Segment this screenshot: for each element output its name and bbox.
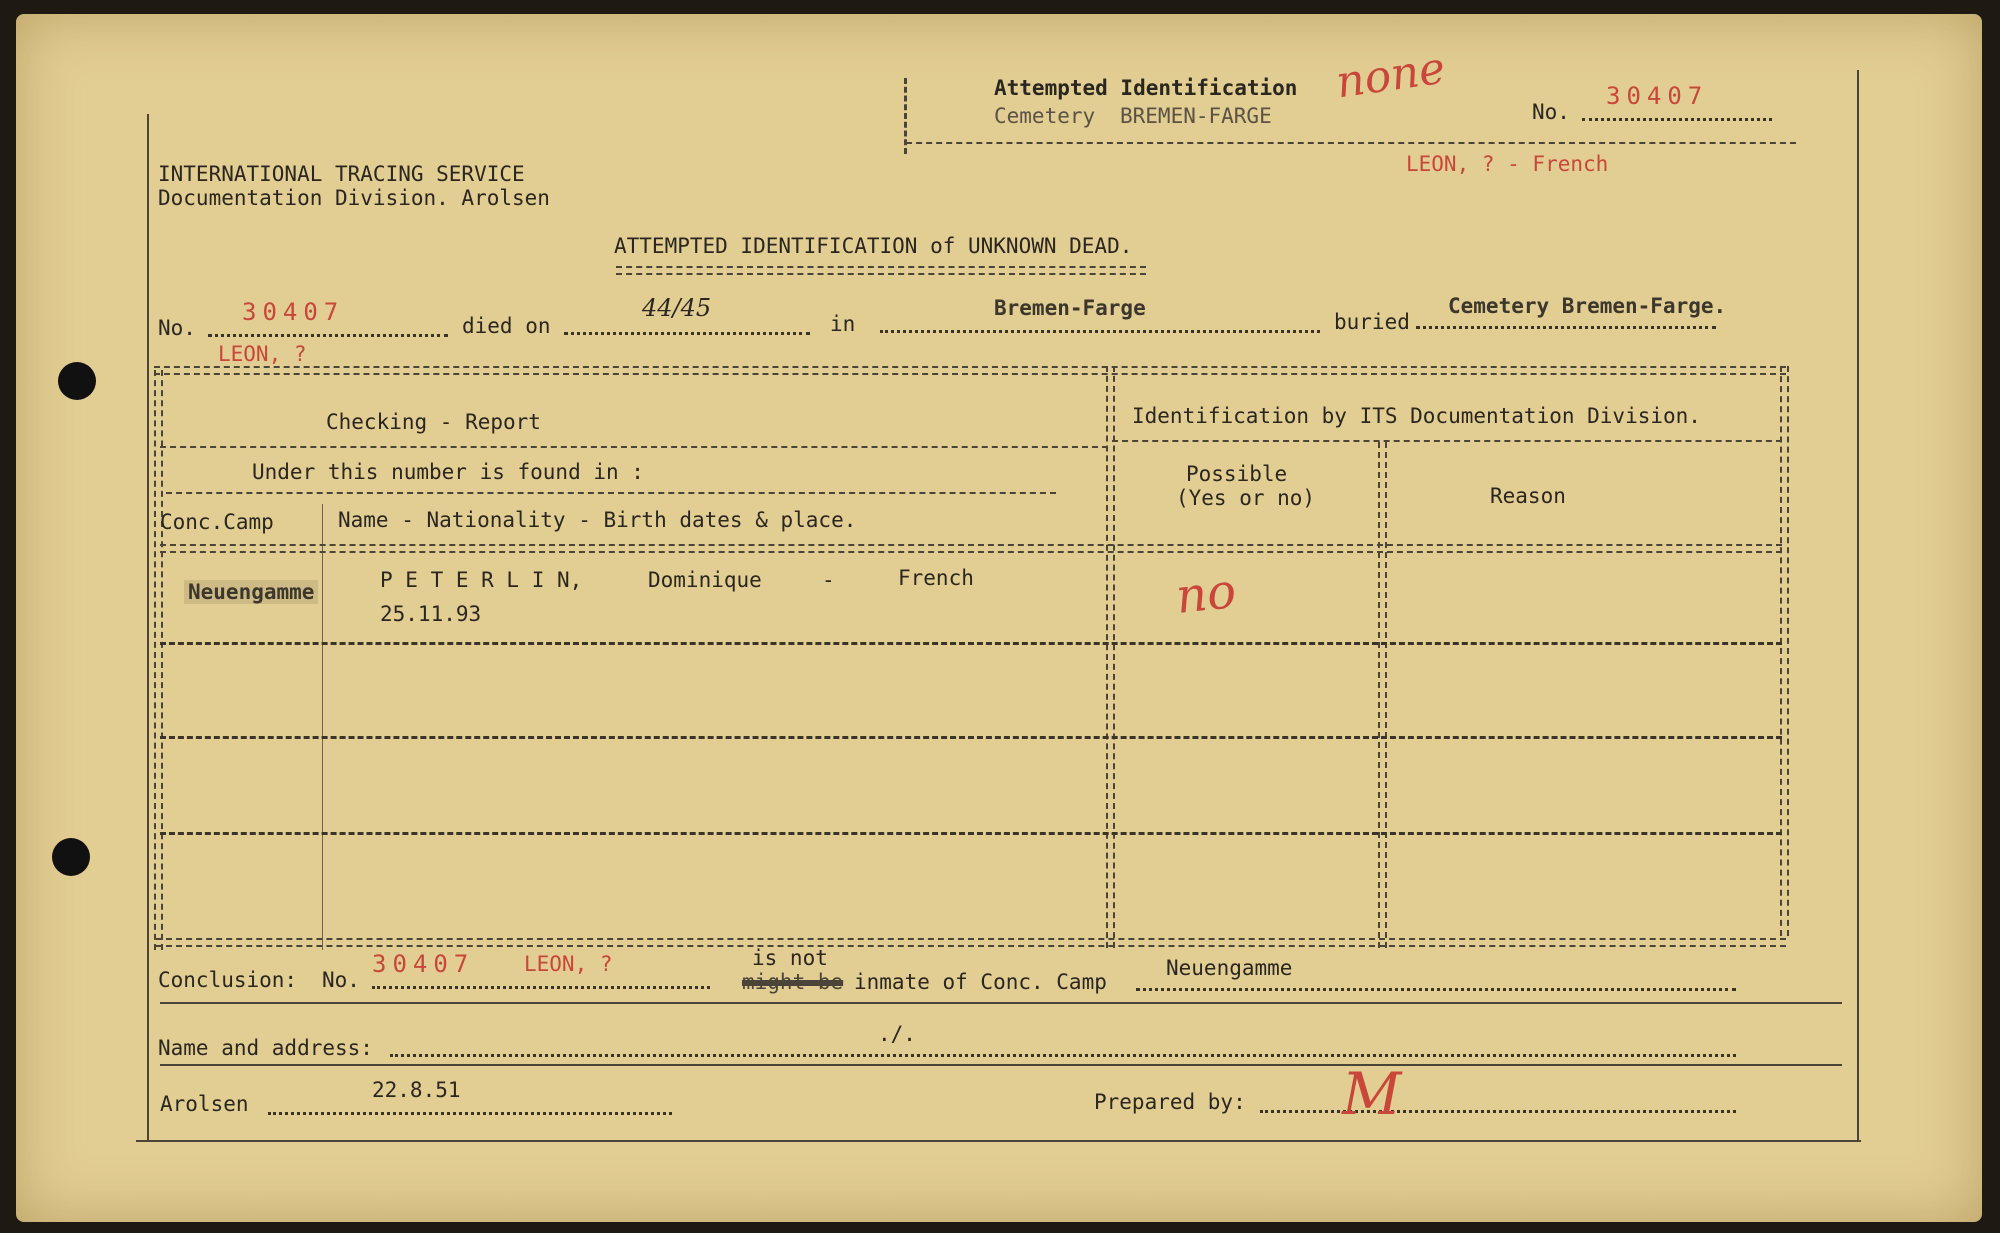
- conclusion-no-dots: [372, 986, 710, 989]
- buried-label: buried: [1334, 310, 1410, 334]
- conclusion-no-value: 30407: [372, 950, 475, 978]
- title-underline: [616, 266, 1146, 275]
- name-address-dots: [390, 1054, 1736, 1057]
- row-separator-1: [160, 642, 1782, 645]
- died-label: died on: [462, 314, 551, 338]
- header-box-title: Attempted Identification: [994, 76, 1298, 100]
- in-dots: [880, 330, 1320, 333]
- identification-header-line: [1112, 440, 1782, 442]
- row-nationality: French: [898, 566, 974, 590]
- in-label: in: [830, 312, 856, 336]
- org-line-2: Documentation Division. Arolsen: [158, 186, 550, 210]
- header-box-cemetery-label: Cemetery: [994, 104, 1096, 128]
- buried-dots: [1416, 326, 1716, 329]
- conclusion-camp-value: Neuengamme: [1166, 956, 1293, 980]
- footer-date-dots: [268, 1112, 672, 1115]
- header-box-no-dots: [1582, 118, 1772, 121]
- row-camp: Neuengamme: [184, 580, 318, 604]
- left-frame-line: [147, 114, 149, 1142]
- prepared-by-dots: [1260, 1110, 1736, 1113]
- conclusion-camp-dots: [1136, 988, 1736, 991]
- punch-hole-bottom: [52, 838, 90, 876]
- bottom-frame-line: [136, 1140, 1861, 1142]
- col-header-camp: Conc.Camp: [160, 510, 274, 534]
- row-separator-2: [160, 736, 1782, 739]
- table-divider-identification: [1106, 366, 1115, 948]
- footer-date: 22.8.51: [372, 1078, 461, 1102]
- row-separator: -: [822, 568, 835, 592]
- conclusion-is-not: is not: [752, 946, 828, 970]
- record-name-value: LEON, ?: [218, 342, 307, 366]
- header-box-bottom-border: [906, 142, 1796, 144]
- document-title: ATTEMPTED IDENTIFICATION of UNKNOWN DEAD.: [614, 234, 1133, 258]
- record-no-dots: [208, 334, 448, 337]
- punch-hole-top: [58, 362, 96, 400]
- record-no-value: 30407: [242, 298, 345, 326]
- table-bottom-border: [156, 938, 1786, 947]
- col-header-name: Name - Nationality - Birth dates & place.: [338, 508, 857, 532]
- conclusion-struck: might be: [742, 970, 844, 994]
- signature: M: [1342, 1060, 1402, 1128]
- name-address-label: Name and address:: [158, 1036, 373, 1060]
- header-box-name-line: LEON, ? - French: [1406, 152, 1609, 176]
- conclusion-underline: [160, 1002, 1842, 1004]
- footer-place: Arolsen: [160, 1092, 249, 1116]
- org-line-1: INTERNATIONAL TRACING SERVICE: [158, 162, 525, 186]
- name-address-underline: [160, 1064, 1842, 1066]
- col-header-reason: Reason: [1490, 484, 1566, 508]
- conclusion-no-label: No.: [322, 968, 360, 992]
- handwritten-none: none: [1332, 42, 1449, 109]
- header-box-no-label: No.: [1532, 100, 1570, 124]
- found-in-line: [166, 492, 1056, 494]
- buried-value: Cemetery Bremen-Farge.: [1448, 294, 1727, 318]
- header-box-no-value: 30407: [1606, 82, 1709, 110]
- conclusion-inmate-text: inmate of Conc. Camp: [854, 970, 1107, 994]
- row-firstname: Dominique: [648, 568, 762, 592]
- document-card: [16, 14, 1982, 1222]
- found-in-label: Under this number is found in :: [252, 460, 644, 484]
- row-birth: 25.11.93: [380, 602, 482, 626]
- conclusion-label: Conclusion:: [158, 968, 298, 992]
- prepared-by-label: Prepared by:: [1094, 1090, 1246, 1114]
- record-no-label: No.: [158, 316, 196, 340]
- table-divider-reason: [1378, 442, 1387, 948]
- table-top-border: [154, 366, 1786, 375]
- table-left-border: [154, 370, 163, 950]
- col-header-possible-2: (Yes or no): [1176, 486, 1316, 510]
- died-value: 44/45: [642, 294, 712, 322]
- header-row-bottom-border: [160, 544, 1782, 553]
- header-box-cemetery-value: BREMEN-FARGE: [1120, 104, 1272, 128]
- row-surname: P E T E R L I N,: [380, 568, 583, 592]
- name-address-value: ./.: [878, 1022, 916, 1046]
- table-divider-camp: [322, 504, 323, 950]
- in-value: Bremen-Farge: [994, 296, 1146, 320]
- checking-report-line: [160, 446, 1108, 448]
- row-possible-value: no: [1173, 563, 1239, 625]
- conclusion-name-value: LEON, ?: [524, 952, 613, 976]
- table-right-border: [1780, 366, 1789, 936]
- right-frame-line: [1857, 70, 1859, 1142]
- identification-header: Identification by ITS Documentation Division.: [1132, 404, 1701, 428]
- died-dots: [564, 332, 810, 335]
- row-separator-3: [160, 832, 1782, 835]
- checking-report-header: Checking - Report: [326, 410, 541, 434]
- col-header-possible-1: Possible: [1186, 462, 1288, 486]
